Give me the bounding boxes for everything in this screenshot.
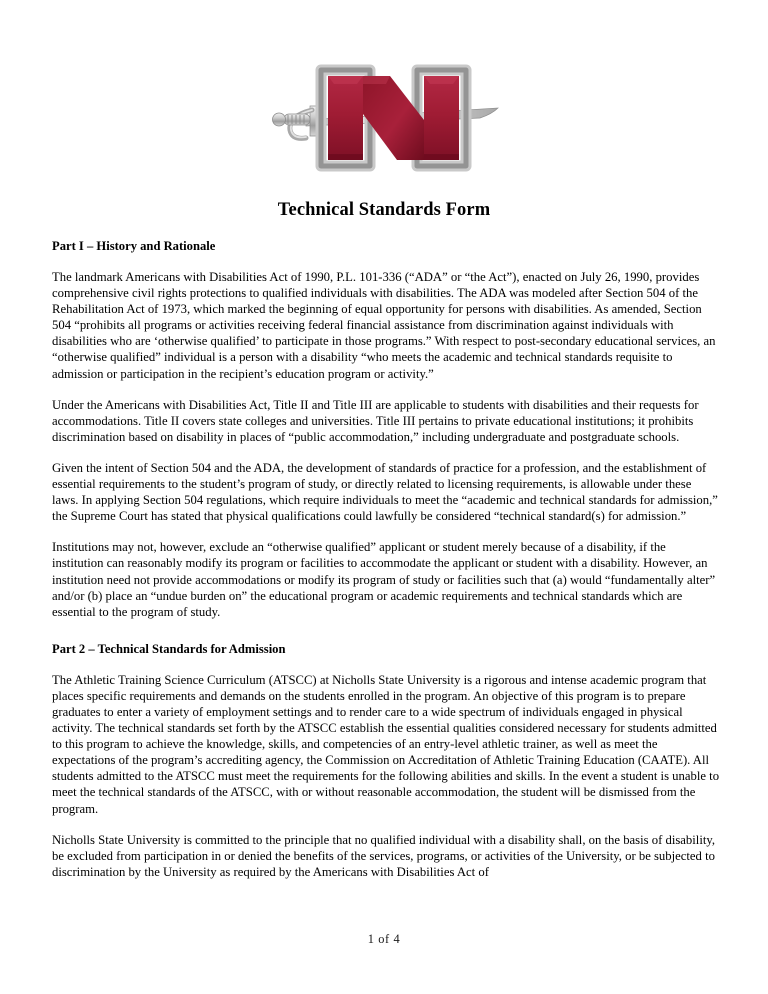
paragraph: Institutions may not, however, exclude an “otherwise qualified” applicant or student merely because of a disability, if the institution can reasonably modify its program or facilities to accommodate the applicant or student with a disability. However, an institution need not provide accommodations or modify its program of study or facilities such that (a) would “fundamentally alter” and/or (b) place an “undue burden on” the educational program or academic requirements and technical standards which are essential to the program of study. <box>52 540 716 619</box>
letter-n-mark <box>321 70 466 166</box>
page-number-footer: 1 of 4 <box>367 932 401 946</box>
section-heading-part-1: Part I – History and Rationale <box>52 239 216 253</box>
page-title: Technical Standards Form <box>277 200 491 220</box>
section-heading-part-2: Part 2 – Technical Standards for Admission <box>52 641 286 656</box>
paragraph: Given the intent of Section 504 and the ADA, the development of standards of practice for a profession, and the establishment of essential requirements to the student’s program of study, or directly related to licensing requirements, is allowable under these laws. In applying Section 504 regulations, which require individuals to meet the “academic and technical standards for admission,” the Supreme Court has stated that physical qualifications could lawfully be considered “technical standard(s) for admission.” <box>52 460 718 524</box>
nicholls-colonels-n-sword-logo <box>266 64 502 172</box>
paragraph: Nicholls State University is committed to the principle that no qualified individual with a disability shall, on the basis of disability, be excluded from participation in or denied the benefits of the services, programs, or activities of the University, or be subjected to discrimination by the University as required by the Americans with Disabilities Act of <box>52 832 716 879</box>
paragraph: The Athletic Training Science Curriculum (ATSCC) at Nicholls State University is a rigorous and intense academic program that places specific requirements and demands on the students enrolled in the program. An objective of this program is to prepare graduates to enter a variety of employment settings and to render care to a wide spectrum of individuals engaged in physical activity. The technical standards set forth by the ATSCC establish the essential qualities considered necessary for students admitted to this program to achieve the knowledge, skills, and competencies of an entry-level athletic trainer, as well as meet the expectations of the program’s accrediting agency, the Commission on Accreditation of Athletic Training Education (CAATE). All students admitted to the ATSCC must meet the requirements for the following abilities and skills. In the event a student is unable to meet the technical standards of the ATSCC, with or without reasonable accommodation, the student will be dismissed from the program. <box>52 672 720 816</box>
paragraph: The landmark Americans with Disabilities Act of 1990, P.L. 101-336 (“ADA” or “the Act”), enacted on July 26, 1990, provides comprehensive civil rights protections to qualified individuals with disabilities. The ADA was modeled after Section 504 of the Rehabilitation Act of 1973, which marked the beginning of equal opportunity for persons with disabilities. As amended, Section 504 “prohibits all programs or activities receiving federal financial assistance from discrimination against individuals with disabilities who are ‘otherwise qualified’ to participate in those programs.” With respect to post-secondary educational services, an “otherwise qualified” individual is a person with a disability “who meets the academic and technical standards requisite to admission or participation in the recipient’s education program or activity.” <box>52 270 716 381</box>
paragraph: Under the Americans with Disabilities Act, Title II and Title III are applicable to students with disabilities and their requests for accommodations. Title II covers state colleges and universities. Title III pertains to private educational institutions; it prohibits discrimination based on disability in places of “public accommodation,” including undergraduate and postgraduate schools. <box>52 397 699 444</box>
document-body <box>52 238 720 880</box>
university-logo <box>0 62 768 174</box>
